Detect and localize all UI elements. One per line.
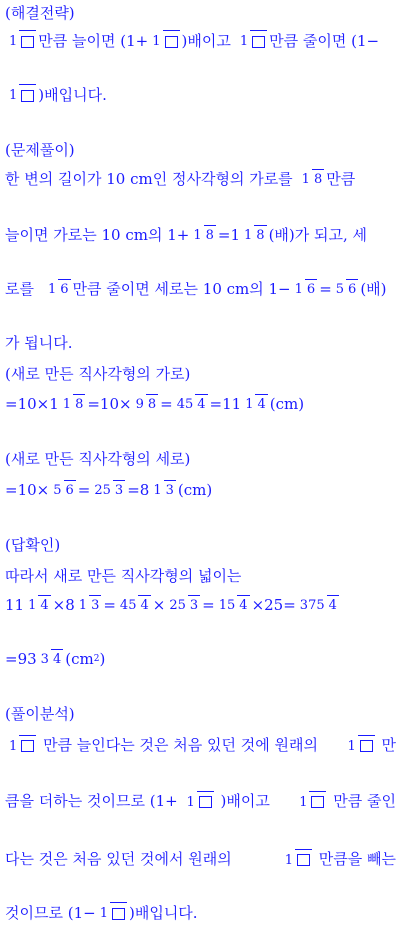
blank-box bbox=[252, 36, 265, 48]
fraction-15-4: 15 4 bbox=[217, 599, 250, 612]
solution-line-2: 늘이면 가로는 10 cm의 1+ 1 8 =1 1 8 (배)가 되고, 세 bbox=[5, 226, 368, 244]
fraction-1-8: 1 8 bbox=[61, 398, 86, 411]
fraction-1-over-box: 1 bbox=[297, 796, 326, 809]
blank-box bbox=[360, 740, 373, 752]
fraction-1-over-box: 1 bbox=[7, 89, 36, 102]
fraction-1-4: 1 4 bbox=[243, 398, 268, 411]
fraction-5-6: 5 6 bbox=[51, 484, 76, 497]
blank-box bbox=[297, 854, 310, 866]
heading-analysis: (풀이분석) bbox=[5, 705, 75, 723]
blank-box bbox=[21, 90, 34, 102]
heading-height: (새로 만든 직사각형의 세로) bbox=[5, 450, 191, 468]
fraction-1-4: 1 4 bbox=[26, 599, 51, 612]
blank-box bbox=[311, 796, 324, 808]
fraction-1-over-box: 1 bbox=[184, 796, 213, 809]
fraction-5-6: 5 6 bbox=[334, 283, 359, 296]
heading-solution: (문제풀이) bbox=[5, 141, 75, 159]
fraction-45-4: 45 4 bbox=[175, 398, 208, 411]
fraction-25-3: 25 3 bbox=[167, 599, 200, 612]
fraction-1-over-box: 1 bbox=[98, 907, 127, 920]
analysis-line-3: 다는 것은 처음 있던 것에서 원래의 1 만큼을 빼는 bbox=[5, 850, 396, 868]
blank-box bbox=[21, 36, 34, 48]
fraction-1-over-box: 1 bbox=[7, 35, 36, 48]
fraction-1-8: 1 8 bbox=[191, 229, 216, 242]
blank-box bbox=[21, 740, 34, 752]
fraction-1-over-box: 1 bbox=[7, 740, 36, 753]
fraction-1-3: 1 3 bbox=[77, 599, 102, 612]
heading-width: (새로 만든 직사각형의 가로) bbox=[5, 365, 191, 383]
blank-box bbox=[199, 796, 212, 808]
height-calc: =10× 5 6 = 25 3 =8 1 3 (cm) bbox=[5, 481, 213, 499]
answer-result: =93 3 4 (cm 2 ) bbox=[5, 650, 106, 668]
analysis-line-1: 1 만큼 늘인다는 것은 처음 있던 것에 원래의 1 만 bbox=[9, 736, 396, 754]
superscript-2: 2 bbox=[93, 654, 100, 664]
fraction-1-over-box: 1 bbox=[238, 35, 267, 48]
strategy-line-1: 1 만큼 늘이면 (1+ 1 )배이고 1 만큼 줄이면 (1− bbox=[9, 32, 380, 50]
heading-answer: (답확인) bbox=[5, 536, 61, 554]
solution-line-3: 로를 1 6 만큼 줄이면 세로는 10 cm의 1− 1 6 = 5 6 (배) bbox=[5, 280, 387, 298]
answer-calc: 11 1 4 ×8 1 3 = 45 4 × 25 3 = 15 4 ×25= 375 4 bbox=[5, 596, 337, 614]
blank-box bbox=[112, 908, 125, 920]
analysis-line-4: 것이므로 (1− 1 )배입니다. bbox=[5, 904, 198, 922]
fraction-1-over-box: 1 bbox=[283, 854, 312, 867]
solution-line-1: 한 변의 길이가 10 cm인 정사각형의 가로를 1 8 만큼 bbox=[5, 170, 356, 188]
fraction-1-6: 1 6 bbox=[46, 283, 71, 296]
fraction-45-4: 45 4 bbox=[118, 599, 151, 612]
fraction-375-4: 375 4 bbox=[298, 599, 339, 612]
fraction-1-over-box: 1 bbox=[345, 740, 374, 753]
fraction-9-8: 9 8 bbox=[134, 398, 159, 411]
heading-strategy: (해결전략) bbox=[5, 4, 75, 22]
fraction-1-over-box: 1 bbox=[150, 35, 179, 48]
fraction-25-3: 25 3 bbox=[92, 484, 125, 497]
width-calc: =10×1 1 8 =10× 9 8 = 45 4 =11 1 4 (cm) bbox=[5, 395, 305, 413]
strategy-line-2: 1 )배입니다. bbox=[9, 86, 107, 104]
solution-line-4: 가 됩니다. bbox=[5, 334, 73, 352]
analysis-line-2: 큼을 더하는 것이므로 (1+ 1 )배이고 1 만큼 줄인 bbox=[5, 792, 396, 810]
fraction-1-8: 1 8 bbox=[300, 173, 325, 186]
fraction-3-4: 3 4 bbox=[39, 653, 64, 666]
fraction-1-3: 1 3 bbox=[151, 484, 176, 497]
fraction-1-6: 1 6 bbox=[293, 283, 318, 296]
fraction-1-8: 1 8 bbox=[242, 229, 267, 242]
blank-box bbox=[165, 36, 178, 48]
answer-line-1: 따라서 새로 만든 직사각형의 넓이는 bbox=[5, 567, 242, 585]
